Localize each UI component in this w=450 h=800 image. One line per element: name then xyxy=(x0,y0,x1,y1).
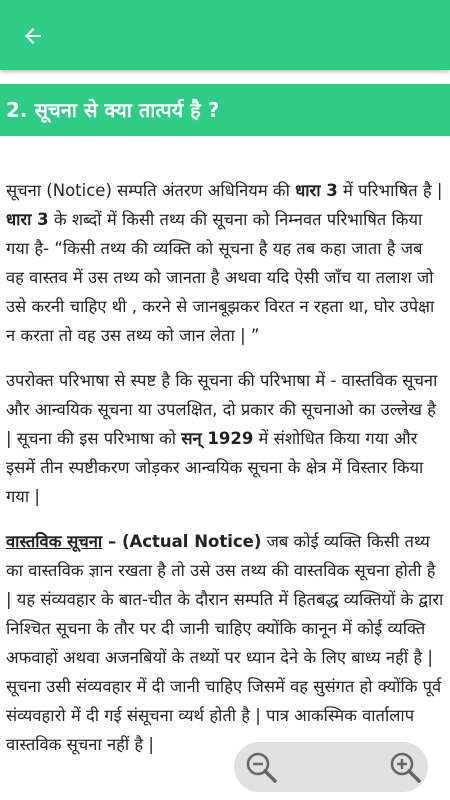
back-button[interactable] xyxy=(18,21,48,51)
article-body xyxy=(0,176,450,775)
zoom-in-icon xyxy=(388,750,422,784)
paragraph-2: उपरोक्त परिभाषा से स्पष्ट है कि सूचना की परिभाषा में - वास्तविक सूचना और आन्वयिक सूचना या उपलक्षित, दो प्रकार की सूचनाओ का उल्लेख है | सूचना की इस परिभाषा को सन् 1929 में संशोधित किया गया और इसमें तीन स्पष्टीकरण जोड़कर आन्वयिक सूचना के क्षेत्र में विस्तार किया गया | xyxy=(6,371,438,506)
zoom-in-button[interactable] xyxy=(331,742,428,792)
zoom-controls xyxy=(234,742,428,792)
paragraph-3: वास्तविक सूचना – (Actual Notice) जब कोई व्यक्ति किसी तथ्य का वास्तविक ज्ञान रखता है तो उसे उस तथ्य की वास्तविक सूचना होती है | यह संव्यवहार के बात-चीत के दौरान सम्पति में हितबद्ध व्यक्तियों के द्वारा निश्चित सूचना के तौर पर दी जानी चाहिए क्योंकि कानून में कोई व्यक्ति अफवाहों अथवा अजनबियों के तथ्यों पर ध्यान देने के लिए बाध्य नहीं है | सूचना उसी संव्यवहार में दी जानी चाहिए जिसमें वह सुसंगत हो क्योंकि पूर्व संव्यवहारो में दी गई संसूचना व्यर्थ होती है | पात्र आकस्मिक वार्तालाप वास्तविक सूचना नहीं है | xyxy=(6,532,444,754)
section-header xyxy=(0,84,450,136)
app-toolbar xyxy=(0,0,450,70)
paragraph-1: सूचना (Notice) सम्पति अंतरण अधिनियम की धारा 3 में परिभाषित है | धारा 3 के शब्दों में किसी तथ्य की सूचना को निम्नवत परिभाषित किया गया है- “किसी तथ्य की व्यक्ति को सूचना है यह तब कहा जाता है जब वह वास्तव में उस तथ्य को जानता है अथवा यदि ऐसी जाँच या तलाश जो उसे करनी चाहिए थी , करने से जानबूझकर विरत न रहता था, घोर उपेक्षा न करता तो वह उस तथ्य को जान लेता | ” xyxy=(6,181,443,345)
section-title: 2. सूचना से क्या तात्पर्य है ? xyxy=(6,98,220,122)
zoom-out-icon xyxy=(244,750,278,784)
zoom-out-button[interactable] xyxy=(234,742,331,792)
arrow-left-icon xyxy=(21,24,45,48)
